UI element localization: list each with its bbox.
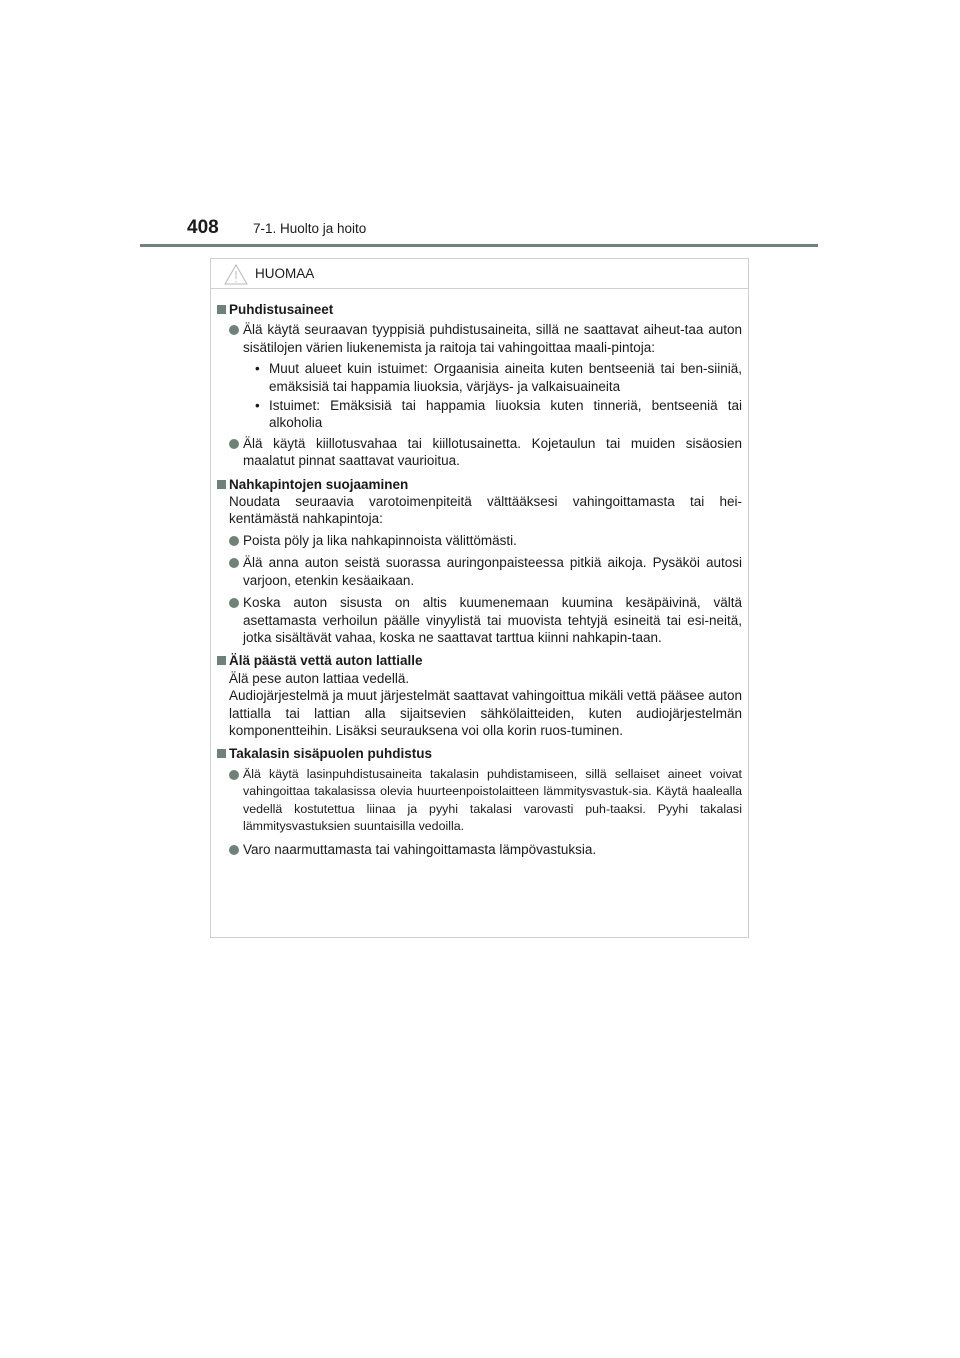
round-bullet-icon xyxy=(229,439,239,449)
list-item: Älä anna auton seistä suorassa auringonpaisteessa pitkiä aikoja. Pysäköi autosi varjoon, etenkin kesäaikaan. xyxy=(217,554,742,589)
square-bullet-icon xyxy=(217,656,226,665)
header-rule xyxy=(140,244,818,247)
round-bullet-icon xyxy=(229,536,239,546)
warning-triangle-icon xyxy=(224,264,248,285)
sub-list-item: • Istuimet: Emäksisiä tai happamia liuoksia kuten tinneriä, bentseeniä tai alkoholia xyxy=(255,398,742,431)
section-rear-window xyxy=(217,745,742,858)
round-bullet-icon xyxy=(229,558,239,568)
section-leather-protection xyxy=(217,476,742,647)
section-heading: Puhdistusaineet xyxy=(217,301,742,318)
round-bullet-icon xyxy=(229,845,239,855)
section-heading: Takalasin sisäpuolen puhdistus xyxy=(217,745,742,762)
page-header xyxy=(187,217,366,239)
section-heading: Älä päästä vettä auton lattialle xyxy=(217,652,742,669)
list-item: Koska auton sisusta on altis kuumenemaan kuumina kesäpäivinä, vältä asettamasta verhoilun päälle vinyylistä tai muovista tehtyjä esineitä tai esi-neitä, jotka sisältävät vahaa, koska ne saattavat tarttua kiinni nahkapin-taan. xyxy=(217,594,742,646)
sub-list-item: • Muut alueet kuin istuimet: Orgaanisia aineita kuten bentseeniä tai ben-siiniä, emäksisiä tai happamia liuoksia, värjäys- ja valkaisuaineita xyxy=(255,361,742,394)
square-bullet-icon xyxy=(217,749,226,758)
round-bullet-icon xyxy=(229,770,239,780)
notice-body xyxy=(211,289,748,859)
square-bullet-icon xyxy=(217,305,226,314)
section-text: Audiojärjestelmä ja muut järjestelmät saattavat vahingoittua mikäli vettä pääsee auton lattialla tai lattian alla sijaitsevien sähkölaitteiden, kuten audiojärjestelmän komponentteihin. Lisäksi seurauksena voi olla korin ruos-tuminen. xyxy=(229,688,742,738)
section-text: Noudata seuraavia varotoimenpiteitä välttääksesi vahingoittamasta tai hei-kentämästä nahkapintoja: xyxy=(229,494,742,527)
section-text: Älä pese auton lattiaa vedellä. xyxy=(229,670,410,686)
section-heading: Nahkapintojen suojaaminen xyxy=(217,476,742,493)
page-number: 408 xyxy=(187,217,219,238)
round-bullet-icon xyxy=(229,598,239,608)
square-bullet-icon xyxy=(217,480,226,489)
notice-title: HUOMAA xyxy=(255,266,315,281)
section-title: 7-1. Huolto ja hoito xyxy=(253,221,367,236)
list-item: Älä käytä seuraavan tyyppisiä puhdistusaineita, sillä ne saattavat aiheut-taa auton sisätilojen värien liukenemista ja raitoja tai vahingoittaa maali-pintoja: xyxy=(217,321,742,356)
list-item: Älä käytä lasinpuhdistusaineita takalasin puhdistamiseen, sillä sellaiset aineet voivat vahingoittaa takalasissa olevia huurteenpoistolaitteen lämmitysvastuk-sia. Käytä haalealla vedellä kostutettua liinaa ja pyyhi takalasi varovasti puh-taaksi. Pyyhi takalasi lämmitysvastuksien suuntaisilla vedoilla. xyxy=(217,766,742,836)
notice-header xyxy=(211,259,748,289)
list-item: Varo naarmuttamasta tai vahingoittamasta lämpövastuksia. xyxy=(217,841,742,858)
round-bullet-icon xyxy=(229,325,239,335)
section-cleaning-agents xyxy=(217,301,742,470)
list-item: Älä käytä kiillotusvahaa tai kiillotusainetta. Kojetaulun tai muiden sisäosien maalatut pinnat saattavat vaurioitua. xyxy=(217,435,742,470)
notice-box xyxy=(210,258,749,938)
section-floor-water xyxy=(217,652,742,739)
list-item: Poista pöly ja lika nahkapinnoista välittömästi. xyxy=(217,532,742,549)
